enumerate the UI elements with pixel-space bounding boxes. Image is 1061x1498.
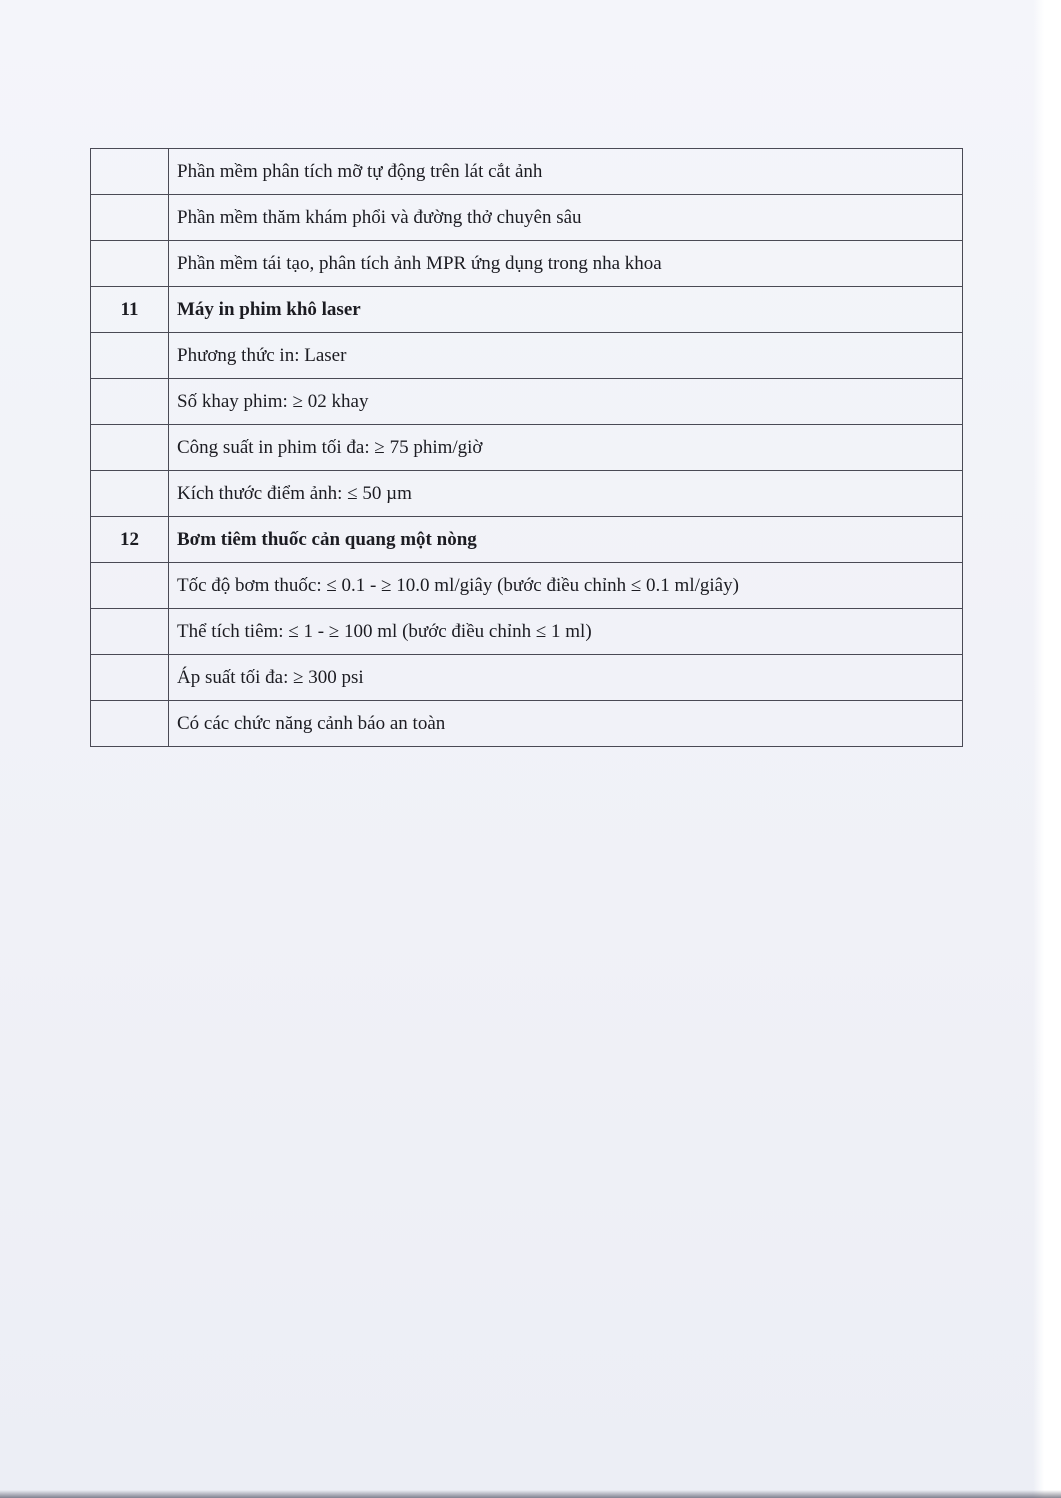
row-number xyxy=(91,333,169,379)
row-text: Thể tích tiêm: ≤ 1 - ≥ 100 ml (bước điều chỉnh ≤ 1 ml) xyxy=(169,609,963,655)
table-row xyxy=(91,333,963,379)
table-row-section xyxy=(91,287,963,333)
row-number xyxy=(91,379,169,425)
row-text: Áp suất tối đa: ≥ 300 psi xyxy=(169,655,963,701)
table-row xyxy=(91,195,963,241)
row-number xyxy=(91,195,169,241)
spec-table xyxy=(90,148,963,747)
row-text: Kích thước điểm ảnh: ≤ 50 µm xyxy=(169,471,963,517)
page-right-margin xyxy=(1033,0,1061,1498)
row-text: Phương thức in: Laser xyxy=(169,333,963,379)
row-text: Có các chức năng cảnh báo an toàn xyxy=(169,701,963,747)
row-number: 11 xyxy=(91,287,169,333)
table-row xyxy=(91,609,963,655)
row-number xyxy=(91,149,169,195)
row-text: Tốc độ bơm thuốc: ≤ 0.1 - ≥ 10.0 ml/giây (bước điều chỉnh ≤ 0.1 ml/giây) xyxy=(169,563,963,609)
table-row xyxy=(91,471,963,517)
table-row xyxy=(91,563,963,609)
row-number xyxy=(91,471,169,517)
row-text: Số khay phim: ≥ 02 khay xyxy=(169,379,963,425)
table-row xyxy=(91,655,963,701)
row-number xyxy=(91,701,169,747)
page-bottom-shadow xyxy=(0,1490,1061,1498)
row-number xyxy=(91,655,169,701)
table-row xyxy=(91,149,963,195)
table-row-section xyxy=(91,517,963,563)
row-number xyxy=(91,241,169,287)
row-number xyxy=(91,609,169,655)
row-text: Phần mềm thăm khám phổi và đường thở chuyên sâu xyxy=(169,195,963,241)
table-row xyxy=(91,379,963,425)
row-text: Phần mềm tái tạo, phân tích ảnh MPR ứng dụng trong nha khoa xyxy=(169,241,963,287)
table-row xyxy=(91,241,963,287)
row-number xyxy=(91,425,169,471)
table-row xyxy=(91,425,963,471)
table-row xyxy=(91,701,963,747)
row-number: 12 xyxy=(91,517,169,563)
section-title: Bơm tiêm thuốc cản quang một nòng xyxy=(169,517,963,563)
row-number xyxy=(91,563,169,609)
row-text: Phần mềm phân tích mỡ tự động trên lát cắt ảnh xyxy=(169,149,963,195)
row-text: Công suất in phim tối đa: ≥ 75 phim/giờ xyxy=(169,425,963,471)
section-title: Máy in phim khô laser xyxy=(169,287,963,333)
